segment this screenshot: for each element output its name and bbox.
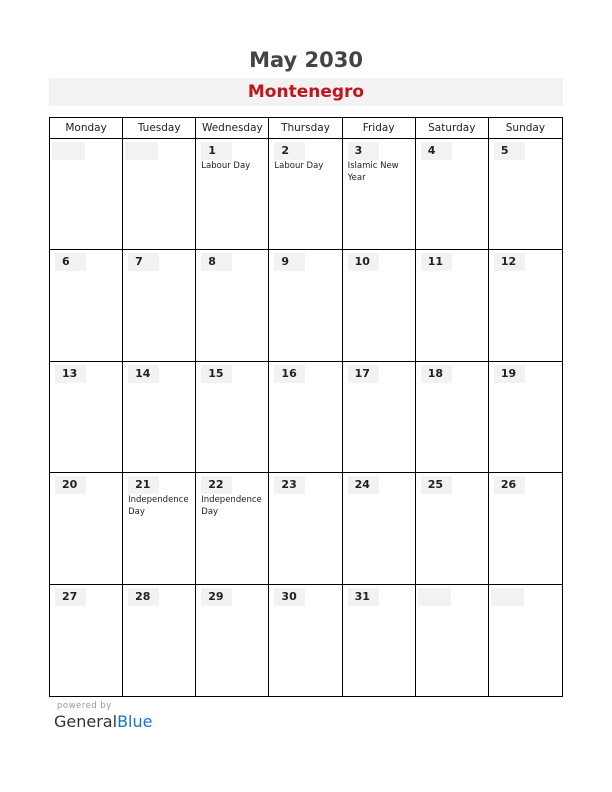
day-number: 3 — [348, 142, 379, 160]
day-cell — [196, 139, 269, 250]
day-number: 13 — [55, 365, 86, 383]
holiday-label: Labour Day — [201, 161, 251, 171]
generalblue-logo[interactable] — [54, 712, 152, 731]
day-number — [52, 142, 85, 160]
day-cell — [489, 362, 562, 473]
day-number: 7 — [128, 253, 159, 271]
day-cell — [123, 585, 196, 696]
day-number: 17 — [348, 365, 379, 383]
weekday-header-monday: Monday — [50, 118, 123, 139]
day-cell — [123, 473, 196, 584]
day-number: 18 — [421, 365, 452, 383]
day-number: 1 — [201, 142, 232, 160]
day-number: 2 — [274, 142, 305, 160]
day-cell — [416, 473, 489, 584]
holiday-label: Independence Day — [201, 495, 262, 517]
day-cell — [50, 362, 123, 473]
day-number — [418, 588, 451, 606]
holiday-label: Independence Day — [128, 495, 189, 517]
page-title: May 2030 — [249, 48, 363, 72]
day-number: 22 — [201, 476, 232, 494]
day-cell — [343, 139, 416, 250]
day-cell — [196, 250, 269, 361]
day-cell — [489, 473, 562, 584]
country-banner — [49, 78, 563, 106]
day-number: 25 — [421, 476, 452, 494]
day-cell — [343, 473, 416, 584]
day-cell — [123, 362, 196, 473]
weekday-header-thursday: Thursday — [269, 118, 342, 139]
logo-text-blue: Blue — [117, 712, 153, 731]
day-cell — [269, 362, 342, 473]
holiday-label: Labour Day — [274, 161, 324, 171]
holiday-label: Islamic New Year — [347, 161, 399, 183]
day-number: 5 — [494, 142, 525, 160]
weekday-header-saturday: Saturday — [416, 118, 489, 139]
day-number: 23 — [274, 476, 305, 494]
calendar-grid — [49, 117, 563, 697]
day-number: 14 — [128, 365, 159, 383]
day-number: 20 — [55, 476, 86, 494]
day-cell — [196, 362, 269, 473]
day-cell — [50, 139, 123, 250]
weekday-header-wednesday: Wednesday — [196, 118, 269, 139]
day-cell — [50, 473, 123, 584]
day-number — [491, 588, 524, 606]
weekday-header-sunday: Sunday — [489, 118, 562, 139]
day-number: 21 — [128, 476, 159, 494]
day-number: 26 — [494, 476, 525, 494]
logo-text-general: General — [54, 712, 118, 731]
day-cell — [416, 585, 489, 696]
day-cell — [489, 585, 562, 696]
day-number: 30 — [274, 588, 305, 606]
day-number: 31 — [348, 588, 379, 606]
day-cell — [123, 139, 196, 250]
powered-by-text: powered by — [57, 701, 112, 711]
day-cell — [489, 250, 562, 361]
day-number: 27 — [55, 588, 86, 606]
day-cell — [123, 250, 196, 361]
day-cell — [343, 362, 416, 473]
day-cell — [50, 250, 123, 361]
day-number: 4 — [421, 142, 452, 160]
day-cell — [269, 585, 342, 696]
day-cell — [416, 362, 489, 473]
day-number: 15 — [201, 365, 232, 383]
day-cell — [269, 139, 342, 250]
day-number: 28 — [128, 588, 159, 606]
day-cell — [343, 250, 416, 361]
day-cell — [416, 139, 489, 250]
day-cell — [196, 585, 269, 696]
weekday-header-friday: Friday — [343, 118, 416, 139]
day-number: 24 — [348, 476, 379, 494]
day-cell — [416, 250, 489, 361]
day-cell — [196, 473, 269, 584]
day-number: 11 — [421, 253, 452, 271]
day-number: 8 — [201, 253, 232, 271]
day-number: 12 — [494, 253, 525, 271]
day-number — [125, 142, 158, 160]
day-number: 10 — [348, 253, 379, 271]
day-number: 9 — [274, 253, 305, 271]
day-cell — [269, 473, 342, 584]
country-label: Montenegro — [247, 82, 365, 102]
day-cell — [50, 585, 123, 696]
day-number: 19 — [494, 365, 525, 383]
day-number: 16 — [274, 365, 305, 383]
day-number: 6 — [55, 253, 86, 271]
day-cell — [489, 139, 562, 250]
day-number: 29 — [201, 588, 232, 606]
weekday-header-tuesday: Tuesday — [123, 118, 196, 139]
day-cell — [269, 250, 342, 361]
day-cell — [343, 585, 416, 696]
